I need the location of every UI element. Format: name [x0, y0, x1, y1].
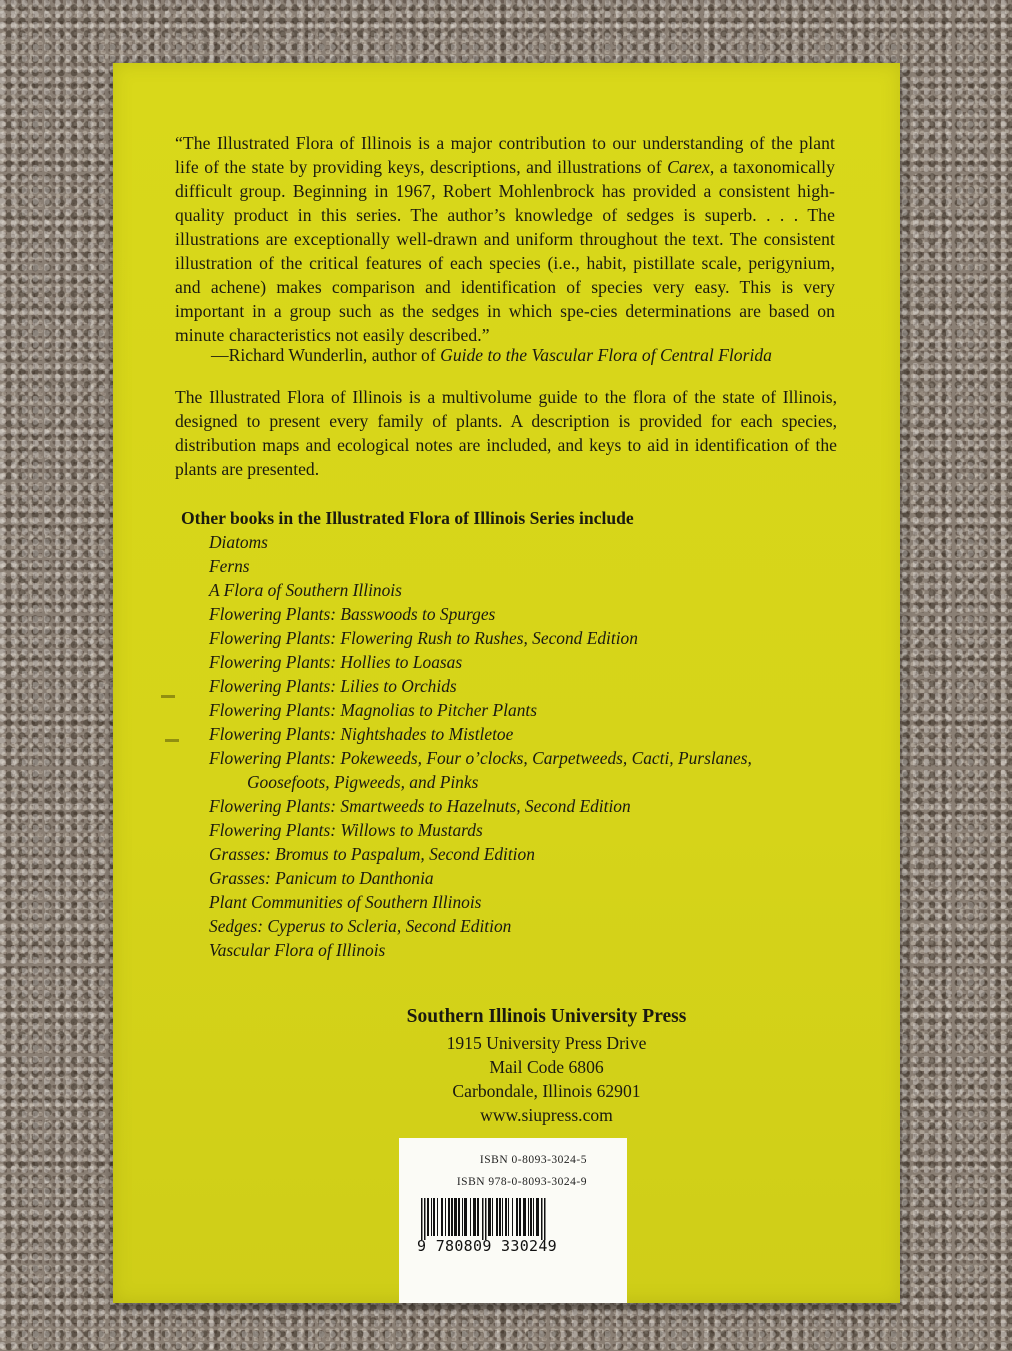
publisher-mail-code: Mail Code 6806	[489, 1057, 604, 1077]
barcode-bar	[454, 1198, 457, 1236]
series-heading: Other books in the Illustrated Flora of Illinois Series include	[181, 508, 634, 528]
barcode-bar	[505, 1198, 507, 1236]
barcode-digits-right: 330249	[501, 1237, 558, 1255]
isbn-13: ISBN 978-0-8093-3024-9	[456, 1176, 587, 1188]
barcode-bar	[536, 1198, 539, 1236]
series-title-item: Diatoms	[209, 532, 268, 552]
cover-crease	[161, 695, 175, 698]
series-title-item: Flowering Plants: Flowering Rush to Rushes, Second Edition	[209, 628, 638, 648]
quote-attribution	[211, 343, 851, 367]
barcode-digit-first: 9	[417, 1237, 427, 1255]
barcode-bar	[470, 1198, 471, 1236]
publisher-city: Carbondale, Illinois 62901	[452, 1081, 641, 1101]
barcode-bar	[441, 1198, 443, 1236]
barcode-bar	[437, 1198, 438, 1236]
series-description: The Illustrated Flora of Illinois is a multivolume guide to the flora of the state of Illinois, designed to present every family of plants. A description is provided for each species, distribution maps and ecological notes are included, and keys to aid in identification of the plants are presented.	[175, 387, 837, 479]
series-title-item: Flowering Plants: Magnolias to Pitcher Plants	[209, 700, 537, 720]
series-title-item: Flowering Plants: Lilies to Orchids	[209, 676, 457, 696]
quote-carex: Carex	[667, 157, 710, 177]
barcode-bar	[473, 1198, 476, 1236]
series-title-item: Flowering Plants: Smartweeds to Hazelnuts, Second Edition	[209, 796, 631, 816]
barcode-bar	[488, 1198, 491, 1236]
series-title-list	[209, 530, 807, 962]
barcode-bar	[431, 1198, 432, 1236]
barcode-bar	[482, 1198, 484, 1240]
barcode-label	[399, 1138, 627, 1303]
barcode-bar	[508, 1198, 509, 1236]
barcode-bar	[427, 1198, 429, 1236]
barcode-bar	[496, 1198, 498, 1236]
cover-crease	[165, 739, 179, 742]
series-title-item: A Flora of Southern Illinois	[209, 580, 402, 600]
publisher-address-street: 1915 University Press Drive	[446, 1033, 647, 1053]
barcode-bar	[433, 1198, 435, 1236]
series-title-item: Grasses: Bromus to Paspalum, Second Edition	[209, 844, 535, 864]
barcode-bar	[499, 1198, 501, 1236]
barcode-bar	[477, 1198, 479, 1236]
series-title-item: Flowering Plants: Hollies to Loasas	[209, 652, 463, 672]
barcode-bar	[516, 1198, 518, 1236]
barcode-bar	[462, 1198, 463, 1236]
series-title-item: Ferns	[209, 556, 250, 576]
attribution-book: Guide to the Vascular Flora of Central Florida	[440, 345, 772, 365]
barcode-bar	[530, 1198, 532, 1236]
barcode-bar	[528, 1198, 529, 1236]
barcode-bar	[533, 1198, 534, 1236]
barcode-bar	[544, 1198, 546, 1240]
book-back-cover	[113, 63, 900, 1303]
barcode-bar	[445, 1198, 446, 1236]
barcode-bar	[492, 1198, 493, 1236]
review-quote	[175, 131, 835, 347]
barcode-bar	[421, 1198, 423, 1240]
barcode-bar	[451, 1198, 453, 1236]
barcode-digits-left: 780809	[435, 1237, 492, 1255]
series-title-item: Sedges: Cyperus to Scleria, Second Edition	[209, 916, 512, 936]
quote-text-start: “The Illustrated Flora of Illinois is a major contribution to our understanding of the plant life of the state by providing keys, descriptions, and illustrations of	[175, 133, 835, 177]
barcode-bar	[541, 1198, 543, 1240]
barcode-bar	[448, 1198, 450, 1236]
series-title-item: Vascular Flora of Illinois	[209, 940, 386, 960]
series-title-item: Flowering Plants: Pokeweeds, Four o’clocks, Carpetweeds, Cacti, Purslanes, Goosefoots, Pigweeds, and Pinks	[209, 748, 752, 792]
isbn-10: ISBN 0-8093-3024-5	[479, 1154, 587, 1166]
publisher-name: Southern Illinois University Press	[406, 1006, 687, 1027]
barcode-bar	[523, 1198, 526, 1236]
barcode-bar	[464, 1198, 467, 1236]
barcode-bar	[502, 1198, 503, 1236]
series-title-item: Plant Communities of Southern Illinois	[209, 892, 482, 912]
barcode-bars	[419, 1198, 614, 1240]
attribution-author: —Richard Wunderlin, author of	[211, 345, 441, 365]
barcode-bar	[458, 1198, 460, 1236]
barcode-bar	[512, 1198, 513, 1236]
barcode-bar	[519, 1198, 521, 1236]
series-title-item: Flowering Plants: Willows to Mustards	[209, 820, 483, 840]
barcode-bar	[485, 1198, 487, 1240]
publisher-block	[113, 1003, 900, 1127]
series-title-item: Grasses: Panicum to Danthonia	[209, 868, 434, 888]
barcode-digits	[417, 1238, 617, 1254]
series-title-item: Flowering Plants: Basswoods to Spurges	[209, 604, 496, 624]
quote-text-end: , a taxonomically difficult group. Beginning in 1967, Robert Mohlenbrock has provided a consistent high-quality product in this series. The author’s knowledge of sedges is superb. . . . The illustrations are exceptionally well-drawn and uniform throughout the text. The consistent illustration of the critical features of each species (i.e., habit, pistillate scale, perigynium, and achene) makes comparison and identification of species very easy. This is very important in a group such as the sedges in which spe-cies determinations are based on minute characteristics not easily described.”	[175, 157, 835, 345]
publisher-website: www.siupress.com	[480, 1105, 613, 1125]
series-title-item: Flowering Plants: Nightshades to Mistletoe	[209, 724, 514, 744]
barcode-bar	[424, 1198, 426, 1240]
